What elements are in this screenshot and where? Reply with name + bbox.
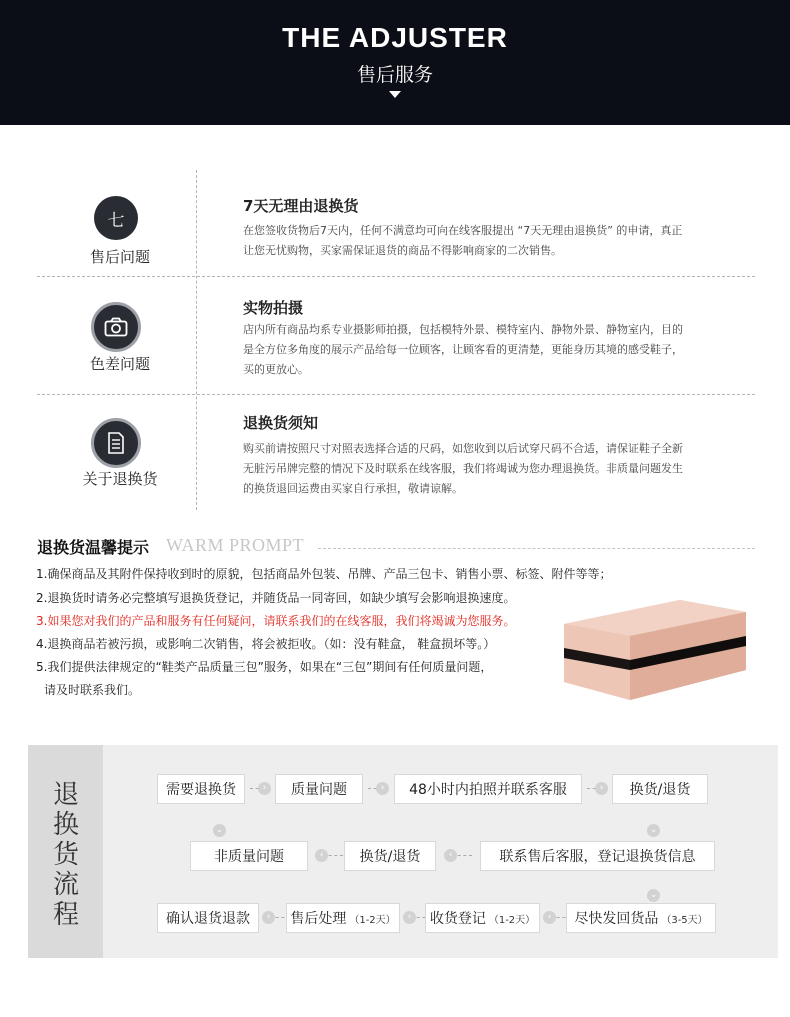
tip-item: 请及时联系我们。 — [44, 683, 141, 697]
policy-line: 无脏污吊牌完整的情况下及时联系在线客服，我们将竭诚为您办理退换货。非质量问题发生 — [243, 462, 683, 475]
document-icon — [91, 418, 141, 468]
policy-line: 店内所有商品均系专业摄影师拍摄，包括模特外景、模特室内、静物外景、静物室内，目的 — [243, 323, 683, 336]
policy-body-return-notice — [243, 439, 733, 499]
divider-vertical — [196, 170, 197, 510]
arrow-right: › — [587, 783, 615, 795]
step-need-return: 需要退换货 — [157, 774, 245, 804]
shoe-box-image — [560, 590, 750, 710]
step-duration: （3-5天） — [661, 914, 708, 926]
step-label: 收货登记 — [429, 911, 486, 927]
tip-item: 5.我们提供法律规定的“鞋类产品质量三包”服务，如果在“三包”期间有任何质量问题， — [36, 660, 493, 674]
step-exchange-return: 换货/退货 — [612, 774, 708, 804]
tip-item: 1.确保商品及其附件保持收到时的原貌，包括商品外包装、吊牌、产品三包卡、销售小票、标签、附件等等； — [36, 567, 612, 581]
step-exchange-return: 换货/退货 — [344, 841, 436, 871]
process-title-char: 货 — [52, 840, 79, 870]
caret-down-icon — [389, 91, 401, 98]
policy-line: 是全方位多角度的展示产品给每一位顾客，让顾客看的更清楚，更能身历其境的感受鞋子， — [243, 343, 683, 356]
process-title-char: 程 — [52, 900, 79, 930]
divider-horizontal — [318, 548, 755, 549]
step-label: 确认退货退款 — [166, 911, 250, 927]
arrow-left: ‹ — [543, 912, 571, 924]
policy-line: 的换货退回运费由买家自行承担，敬请谅解。 — [243, 482, 463, 495]
arrow-left: ‹ — [444, 850, 472, 862]
policy-label-after-sale: 售后问题 — [89, 248, 150, 266]
policy-line: 在您签收货物后7天内，任何不满意均可向在线客服提出 “7天无理由退换货” 的申请，真正 — [243, 224, 683, 237]
tip-item: 2.退换货时请务必完整填写退换货登记，并随货品一同寄回，如缺少填写会影响退换速度。 — [36, 591, 516, 605]
policy-line: 让您无忧购物，买家需保证退货的商品不得影响商家的二次销售。 — [243, 244, 562, 257]
arrow-left: ‹ — [262, 912, 290, 924]
policy-title-7day: 7天无理由退换货 — [243, 197, 359, 215]
policy-body-7day — [243, 221, 733, 261]
step-receipt-register — [425, 903, 540, 933]
step-quality-issue: 质量问题 — [275, 774, 363, 804]
step-label: 售后处理 — [290, 911, 347, 927]
step-confirm-refund — [157, 903, 259, 933]
policy-body-photo — [243, 320, 733, 380]
tip-item-highlight: 3.如果您对我们的产品和服务有任何疑问，请联系我们的在线客服，我们将竭诚为您服务。 — [36, 614, 516, 628]
policy-line: 购买前请按照尺寸对照表选择合适的尺码，如您收到以后试穿尺码不合适，请保证鞋子全新 — [243, 442, 683, 455]
seven-glyph: 七 — [107, 210, 125, 231]
warm-prompt-title: 退换货温馨提示 — [37, 538, 150, 557]
page-header — [0, 0, 790, 125]
divider-horizontal — [37, 276, 755, 277]
policy-label-color-diff: 色差问题 — [89, 355, 150, 373]
header-subtitle: 售后服务 — [356, 64, 433, 86]
divider-horizontal — [37, 394, 755, 395]
arrow-down: ⌄ — [213, 818, 227, 838]
arrow-left: ‹ — [315, 850, 343, 862]
step-after-sale-process — [286, 903, 400, 933]
seven-icon — [94, 196, 138, 240]
process-title-char: 退 — [52, 780, 79, 810]
camera-icon — [91, 302, 141, 352]
arrow-right: › — [368, 783, 396, 795]
tip-item: 4.退换商品若被污损，或影响二次销售，将会被拒收。（如：没有鞋盒， 鞋盒损坏等。） — [36, 637, 496, 651]
policy-line: 买的更放心。 — [243, 363, 309, 376]
policy-title-photo: 实物拍摄 — [243, 299, 304, 317]
step-contact-register: 联系售后客服，登记退换货信息 — [480, 841, 715, 871]
process-title-char: 换 — [52, 810, 79, 840]
warm-prompt-title-en: WARM PROMPT — [166, 535, 305, 555]
step-duration: （1-2天） — [488, 914, 536, 926]
brand-title: THE ADJUSTER — [282, 22, 508, 53]
policy-title-return-notice: 退换货须知 — [243, 414, 319, 432]
step-duration: （1-2天） — [349, 914, 396, 926]
process-title-char: 流 — [52, 870, 79, 900]
process-title — [48, 780, 84, 930]
policy-label-returns: 关于退换货 — [82, 470, 158, 488]
arrow-down: ⌄ — [647, 883, 661, 903]
step-non-quality: 非质量问题 — [190, 841, 308, 871]
arrow-left: ‹ — [403, 912, 431, 924]
step-label: 尽快发回货品 — [574, 911, 659, 927]
arrow-down: ⌄ — [647, 818, 661, 838]
arrow-right: › — [250, 783, 278, 795]
step-ship-back — [566, 903, 716, 933]
step-photo-contact: 48小时内拍照并联系客服 — [394, 774, 582, 804]
